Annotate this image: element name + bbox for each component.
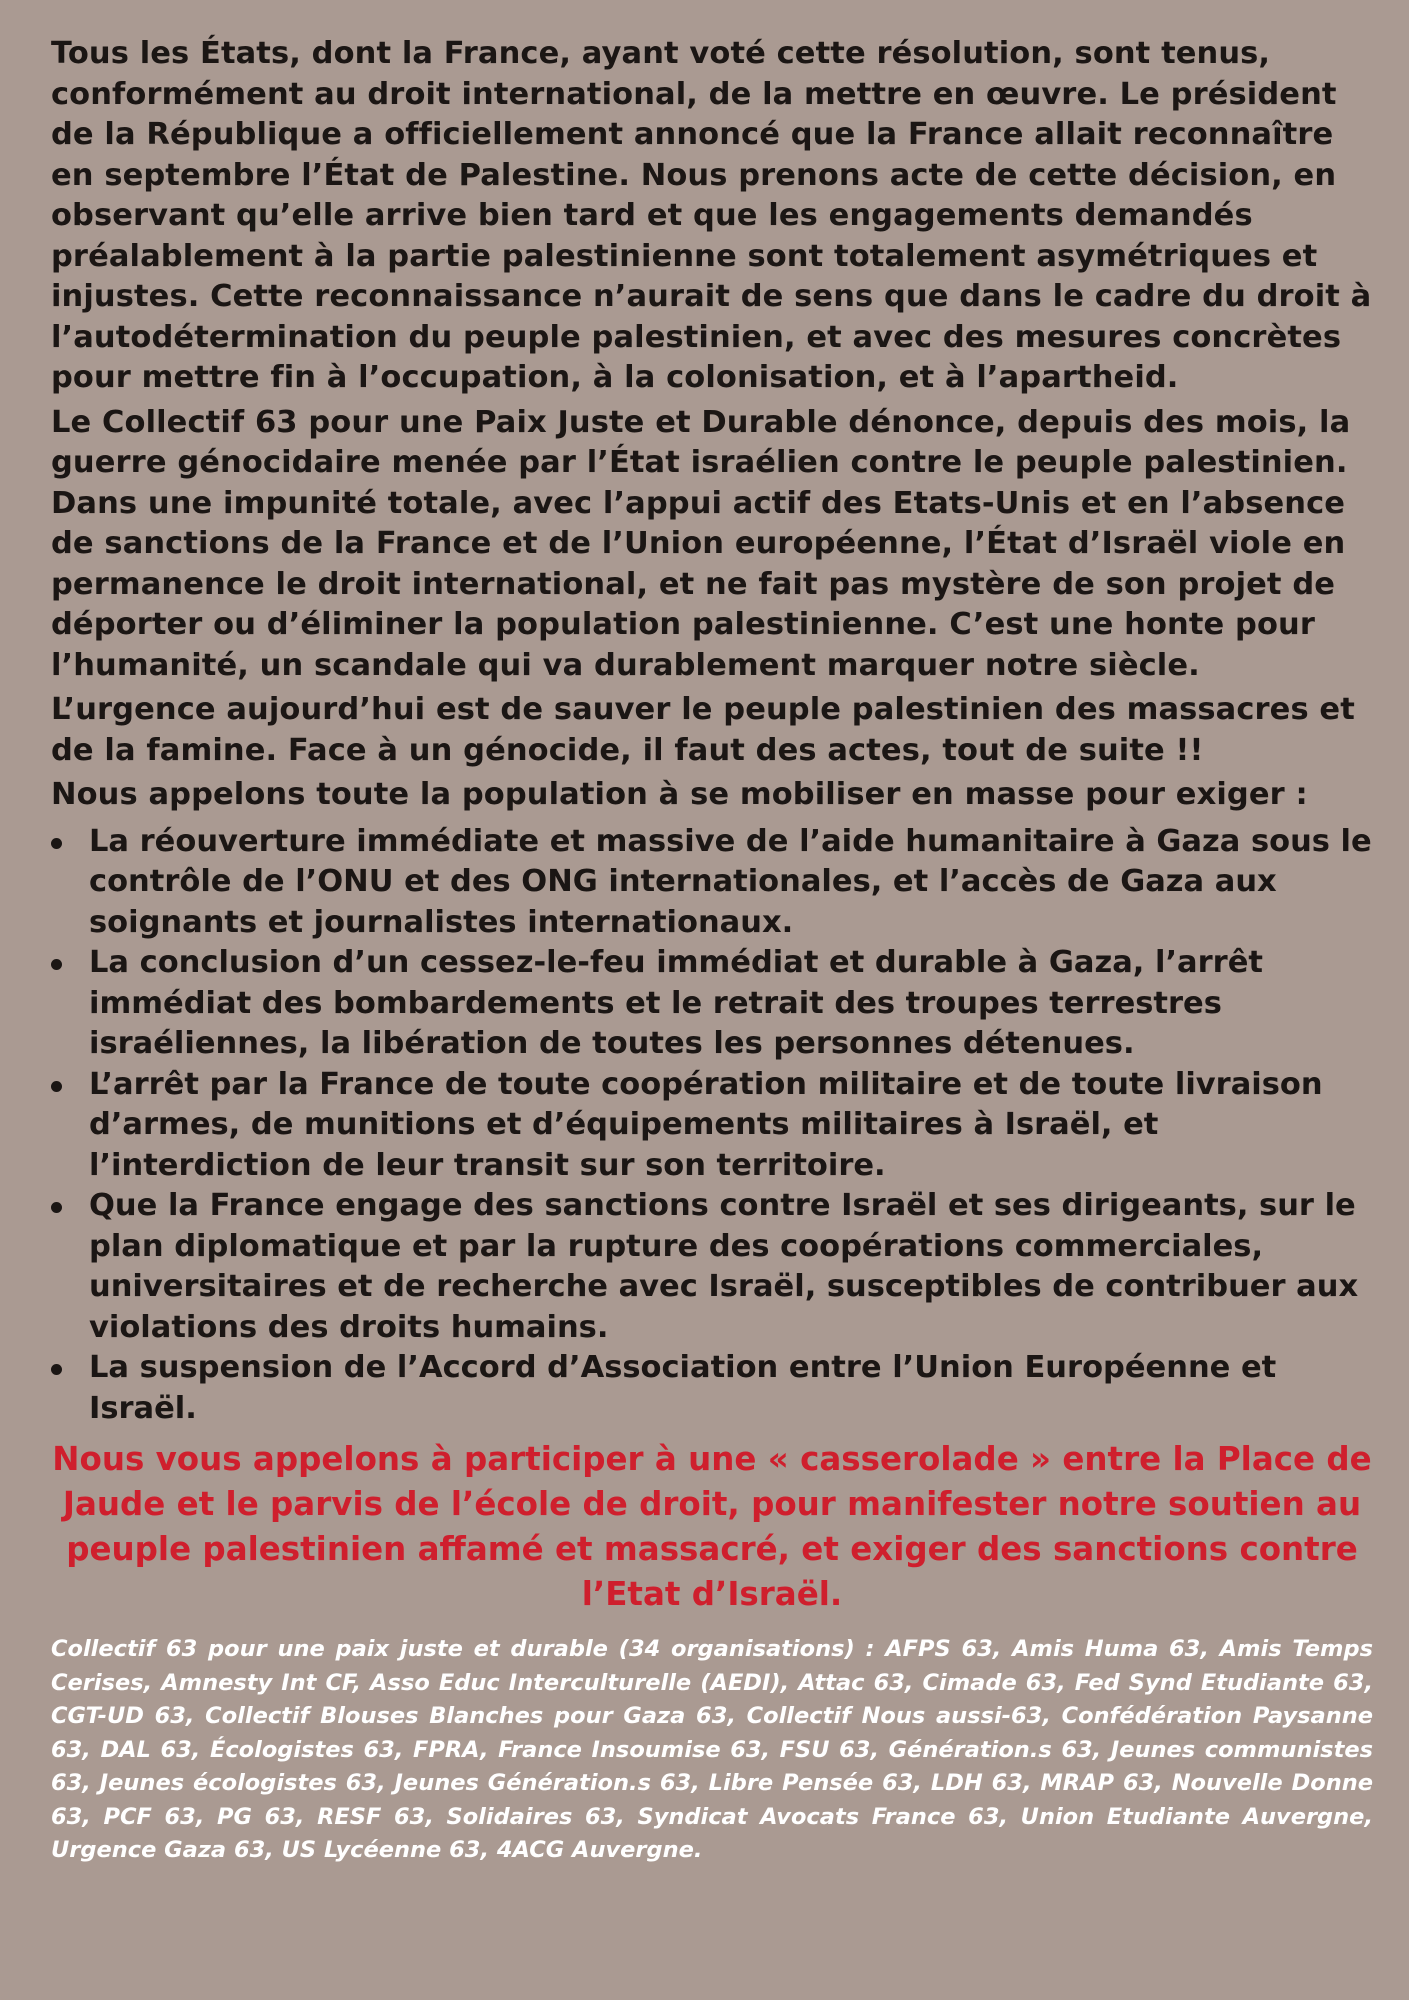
- demand-text: La conclusion d’un cessez-le-feu immédiat et durable à Gaza, l’arrêt immédiat des bombardements et le retrait des troupes terrestres israéliennes, la libération de toutes les personnes détenues.: [89, 945, 1263, 1061]
- list-item: [51, 822, 1373, 944]
- bullet-icon: [51, 1364, 62, 1375]
- mobilisation-paragraph: Nous appelons toute la population à se mobiliser en masse pour exiger :: [51, 777, 1308, 812]
- intro-paragraph: Tous les États, dont la France, ayant voté cette résolution, sont tenus, conformément au droit international, de la mettre en œuvre. Le président de la République a officiellement annoncé que la France allait reconnaître en septembre l’État de Palestine. Nous prenons acte de cette décision, en observant qu’elle arrive bien tard et que les engagements demandés préalablement à la partie palestinienne sont totalement asymétriques et injustes. Cette reconnaissance n’aurait de sens que dans le cadre du droit à l’autodétermination du peuple palestinien, et avec des mesures concrètes pour mettre fin à l’occupation, à la colonisation, et à l’apartheid.: [51, 36, 1372, 395]
- bullet-icon: [51, 959, 62, 970]
- demand-text: La réouverture immédiate et massive de l’aide humanitaire à Gaza sous le contrôle de l’ONU et des ONG internationales, et l’accès de Gaza aux soignants et journalistes internationaux.: [89, 823, 1372, 940]
- bullet-icon: [51, 1202, 62, 1213]
- list-item: [51, 943, 1373, 1065]
- leaflet-page: [51, 34, 1373, 1868]
- demand-text: L’arrêt par la France de toute coopération militaire et de toute livraison d’armes, de munitions et d’équipements militaires à Israël, et l’interdiction de leur transit sur son territoire.: [89, 1066, 1323, 1183]
- call-to-action: Nous vous appelons à participer à une « casserolade » entre la Place de Jaude et le parvis de l’école de droit, pour manifester notre soutien au peuple palestinien affamé et massacré, et exiger des sanctions contre l’Etat d’Israël.: [52, 1440, 1372, 1613]
- demands-list: [51, 822, 1373, 1430]
- denunciation-paragraph: Le Collectif 63 pour une Paix Juste et Durable dénonce, depuis des mois, la guerre génocidaire menée par l’État israélien contre le peuple palestinien. Dans une impunité totale, avec l’appui actif des Etats-Unis et en l’absence de sanctions de la France et de l’Union européenne, l’État d’Israël viole en permanence le droit international, et ne fait pas mystère de son projet de déporter ou d’éliminer la population palestinienne. C’est une honte pour l’humanité, un scandale qui va durablement marquer notre siècle.: [51, 404, 1351, 683]
- organisations-list: Collectif 63 pour une paix juste et durable (34 organisations) : AFPS 63, Amis Huma 63, Amis Temps Cerises, Amnesty Int CF, Asso Educ Interculturelle (AEDI), Attac 63, Cimade 63, Fed Synd Etudiante 63, CGT-UD 63, Collectif Blouses Blanches pour Gaza 63, Collectif Nous aussi-63, Confédération Paysanne 63, DAL 63, Écologistes 63, FPRA, France Insoumise 63, FSU 63, Génération.s 63, Jeunes communistes 63, Jeunes écologistes 63, Jeunes Génération.s 63, Libre Pensée 63, LDH 63, MRAP 63, Nouvelle Donne 63, PCF 63, PG 63, RESF 63, Solidaires 63, Syndicat Avocats France 63, Union Etudiante Auvergne, Urgence Gaza 63, US Lycéenne 63, 4ACG Auvergne.: [51, 1636, 1373, 1863]
- list-item: [51, 1348, 1373, 1429]
- urgency-paragraph: L’urgence aujourd’hui est de sauver le peuple palestinien des massacres et de la famine. Face à un génocide, il faut des actes, tout de suite !!: [51, 692, 1355, 768]
- bullet-icon: [51, 1081, 62, 1092]
- list-item: [51, 1186, 1373, 1348]
- list-item: [51, 1065, 1373, 1187]
- bullet-icon: [51, 838, 62, 849]
- demand-text: Que la France engage des sanctions contre Israël et ses dirigeants, sur le plan diplomatique et par la rupture des coopérations commerciales, universitaires et de recherche avec Israël, susceptibles de contribuer aux violations des droits humains.: [89, 1188, 1359, 1345]
- demand-text: La suspension de l’Accord d’Association entre l’Union Européenne et Israël.: [89, 1350, 1277, 1426]
